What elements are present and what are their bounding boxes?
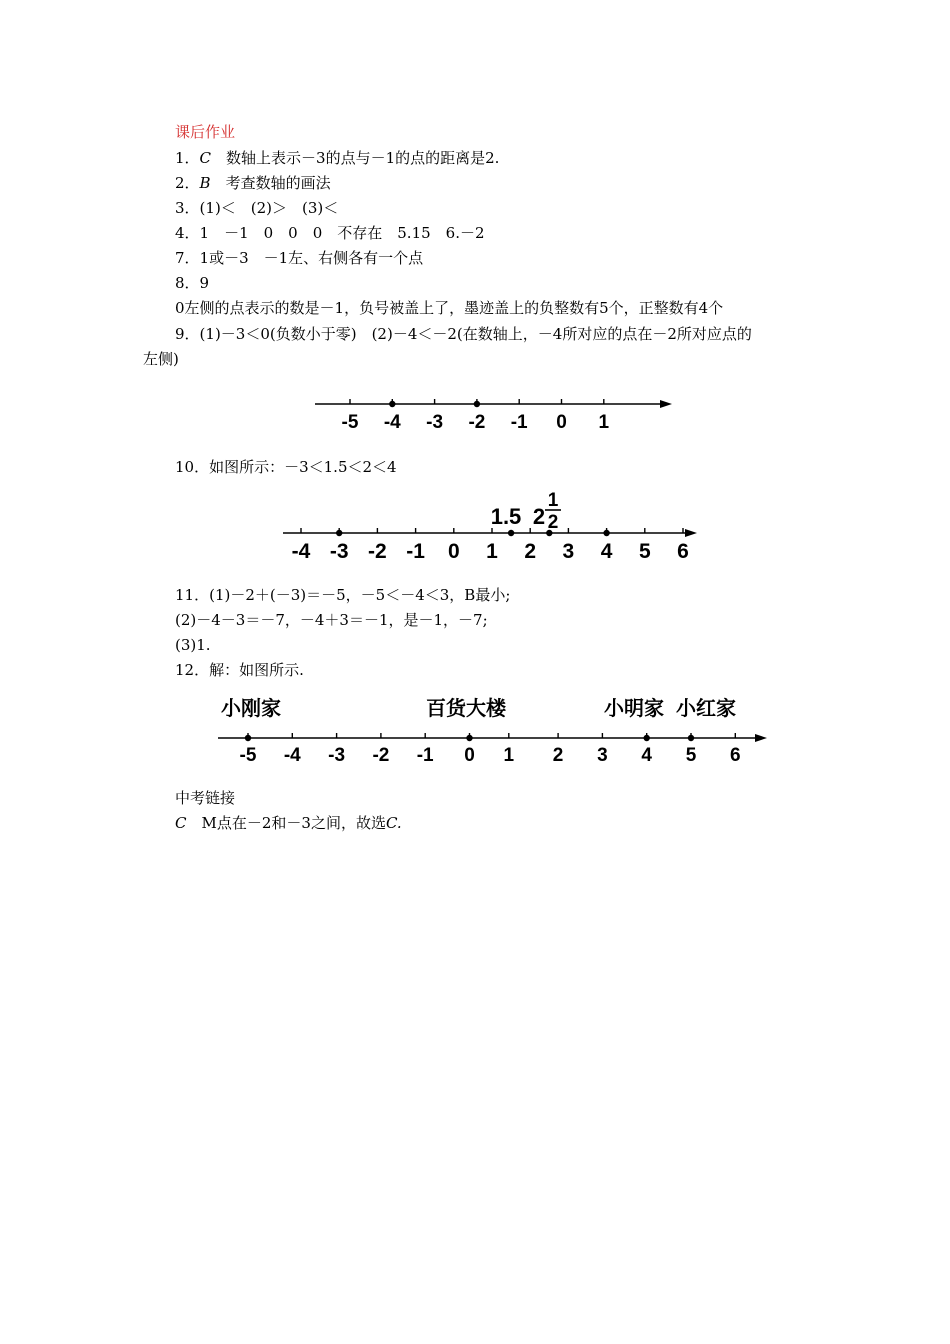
answer-10: 10．如图所示：－3＜1.5＜2＜4	[175, 458, 397, 476]
axis-2-label-frac-den: 2	[547, 512, 559, 533]
axis-3-tick-label: -2	[372, 745, 390, 766]
answer-7: 7．1或－3 －1左、右侧各有一个点	[175, 249, 424, 267]
answer-4: 4．1 －1 0 0 0 不存在 5.15 6.－2	[175, 224, 485, 242]
axis-3-arrow	[755, 734, 767, 742]
axis-1-tick-label: -1	[510, 412, 528, 433]
axis-2-label-frac-num: 1	[547, 490, 559, 511]
axis-3-tick-label: -5	[239, 745, 257, 766]
section-title: 课后作业	[175, 123, 236, 141]
label-xiaohong: 小红家	[676, 698, 736, 720]
axis-3-point	[245, 735, 251, 741]
axis-2-tick-label: 2	[524, 540, 537, 563]
answer-11-line3: (3)1.	[175, 636, 211, 654]
answer-8-explanation: 0左侧的点表示的数是－1，负号被盖上了，墨迹盖上的负整数有5个，正整数有4个	[175, 299, 724, 317]
axis-3-point	[644, 735, 650, 741]
answer-2-choice: B	[199, 174, 211, 192]
answer-2-number: 2．	[175, 174, 200, 192]
axis-2-label-1-5: 1.5	[490, 504, 522, 529]
axis-2-tick-label: 6	[677, 540, 689, 563]
axis-2-tick-label: 0	[447, 540, 460, 563]
axis-3-tick-label: -4	[283, 745, 301, 766]
axis-2-tick-label: -2	[368, 540, 387, 563]
answer-9-line2: 左侧)	[143, 350, 179, 368]
answer-2-text: 考查数轴的画法	[225, 174, 331, 192]
axis-3-tick-label: -3	[328, 745, 346, 766]
axis-1-tick-label: -5	[341, 412, 359, 433]
zhongkao-text: M点在－2和－3之间，故选	[201, 814, 386, 832]
answer-1-text: 数轴上表示－3的点与－1的点的距离是2.	[226, 149, 500, 167]
answer-8: 8．9	[175, 274, 210, 292]
axis-3-tick-label: -1	[416, 745, 434, 766]
axis-2-tick-label: 4	[600, 540, 613, 563]
answer-3: 3．(1)＜ (2)＞ (3)＜	[175, 199, 339, 217]
axis-3-tick-label: 0	[464, 745, 475, 766]
axis-2-tick-label: 5	[638, 540, 651, 563]
axis-3-tick-label: 2	[552, 745, 564, 766]
axis-1-tick-label: 1	[598, 412, 610, 433]
axis-2-tick-label: 1	[486, 540, 498, 563]
axis-3-tick-label: 1	[503, 745, 515, 766]
axis-2-label-2: 2	[532, 504, 546, 529]
answer-9-line1: 9．(1)－3＜0(负数小于零) (2)－4＜－2(在数轴上，－4所对应的点在－2所对应点的	[175, 325, 752, 343]
label-xiaoming: 小明家	[604, 698, 664, 720]
axis-2-tick-label: -3	[329, 540, 349, 563]
axis-3-point	[688, 735, 694, 741]
axis-3-point	[466, 735, 472, 741]
answer-11-line2: (2)－4－3＝－7，－4＋3＝－1，是－1，－7;	[175, 611, 488, 629]
zhongkao-end: C.	[385, 814, 402, 832]
axis-3-tick-label: 5	[685, 745, 697, 766]
zhongkao-choice: C	[175, 814, 187, 832]
axis-3-tick-label: 6	[730, 745, 741, 766]
axis-3-tick-label: 3	[597, 745, 608, 766]
label-baihuo: 百货大楼	[426, 698, 506, 720]
answer-12: 12．解：如图所示.	[175, 661, 304, 679]
axis-2-tick-label: -4	[291, 540, 311, 563]
axis-1-tick-label: -4	[383, 412, 401, 433]
label-xiaogang: 小刚家	[221, 698, 281, 720]
axis-1-tick-label: -3	[426, 412, 444, 433]
axis-1-tick-label: -2	[468, 412, 486, 433]
zhongkao-answer	[175, 813, 402, 833]
zhongkao-title: 中考链接	[175, 789, 236, 807]
answer-11-line1: 11．(1)－2＋(－3)＝－5，－5＜－4＜3，B最小;	[175, 586, 511, 604]
axis-2-tick-label: -1	[406, 540, 425, 563]
axis-1-tick-label: 0	[556, 412, 567, 433]
answer-1-number: 1．	[175, 149, 200, 167]
axis-2-tick-label: 3	[562, 540, 575, 563]
answer-1-choice: C	[199, 149, 212, 167]
axis-3-tick-label: 4	[641, 745, 652, 766]
